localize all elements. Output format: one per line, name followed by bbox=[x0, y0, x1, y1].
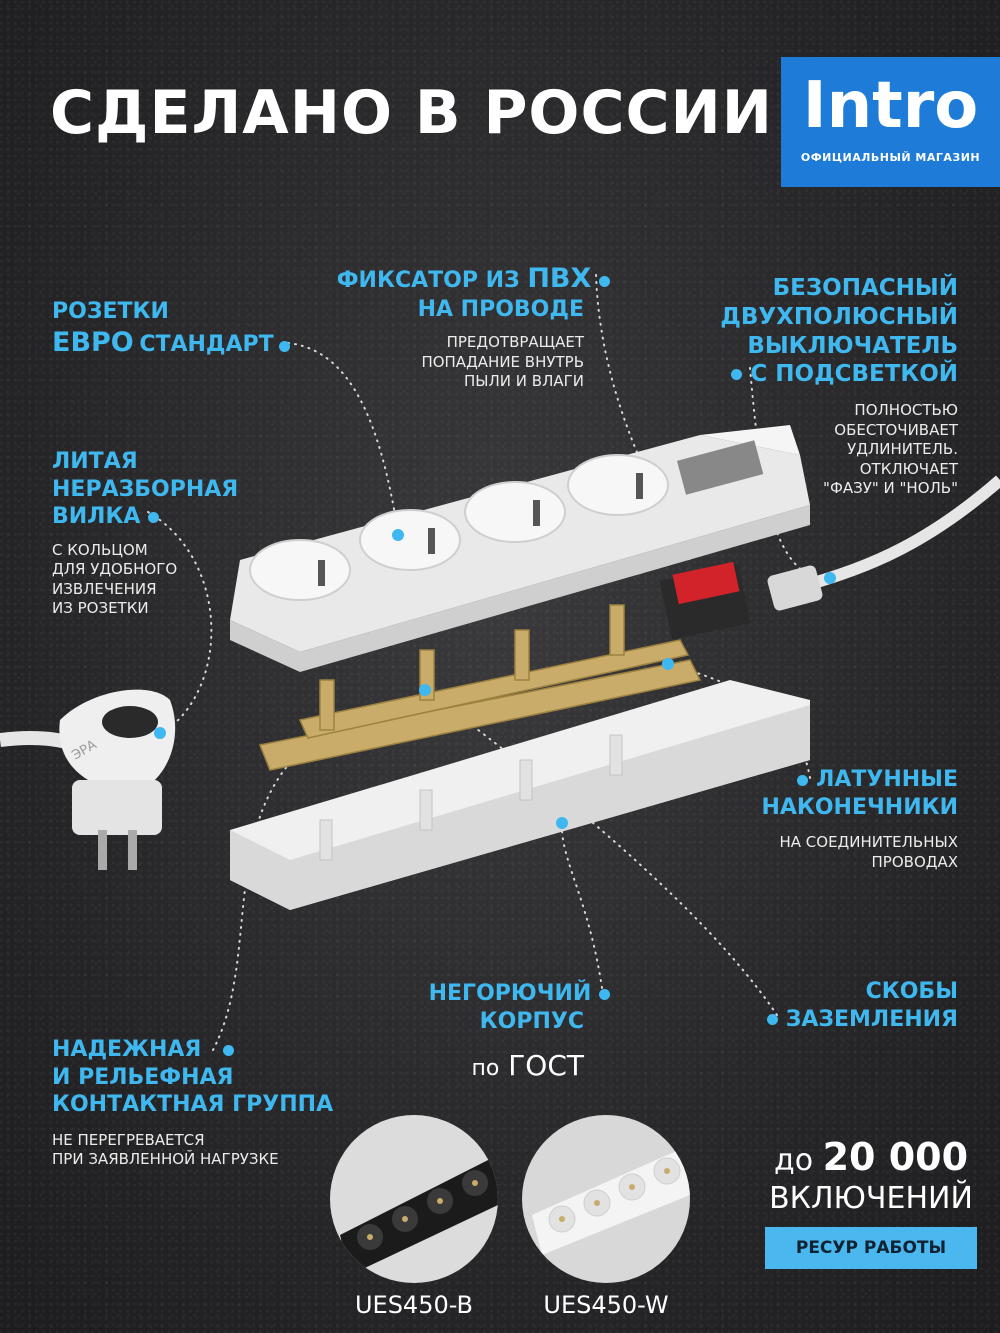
clamp-line1: ФИКСАТОР ИЗ bbox=[336, 268, 520, 293]
feature-fireproof-body bbox=[380, 980, 610, 1082]
clamp-line2: НА ПРОВОДЕ bbox=[417, 296, 584, 322]
marker-dot-icon bbox=[767, 1014, 778, 1025]
variant-white-label: UES450-W bbox=[543, 1291, 669, 1319]
clamp-desc-3: ПЫЛИ И ВЛАГИ bbox=[464, 372, 584, 391]
contacts-line2: И РЕЛЬЕФНАЯ bbox=[52, 1064, 234, 1090]
marker-dot-icon bbox=[599, 989, 610, 1000]
variant-black-label: UES450-B bbox=[354, 1291, 474, 1319]
marker-dot-icon bbox=[797, 775, 808, 786]
feature-grounding bbox=[760, 978, 958, 1033]
brand-subtitle: ОФИЦИАЛЬНЫЙ МАГАЗИН bbox=[800, 151, 981, 164]
plug-line1: ЛИТАЯ bbox=[52, 449, 138, 474]
marker-dot-icon bbox=[599, 276, 610, 287]
plug-desc-2: ДЛЯ УДОБНОГО bbox=[52, 560, 178, 578]
marker-dot-icon bbox=[223, 1045, 234, 1056]
resource-badge: РЕСУР РАБОТЫ bbox=[765, 1227, 977, 1269]
euro-line1: РОЗЕТКИ bbox=[52, 299, 169, 324]
headline: СДЕЛАНО В РОССИИ bbox=[50, 78, 773, 148]
brass-desc-2: ПРОВОДАХ bbox=[871, 852, 958, 871]
ground-line2: ЗАЗЕМЛЕНИЯ bbox=[785, 1006, 958, 1032]
switch-line4: С ПОДСВЕТКОЙ bbox=[750, 361, 958, 388]
feature-switch bbox=[700, 274, 958, 499]
plug-desc-4: ИЗ РОЗЕТКИ bbox=[52, 599, 149, 617]
lifetime-block bbox=[760, 1135, 982, 1217]
switch-desc-3: УДЛИНИТЕЛЬ. bbox=[847, 440, 958, 458]
plug-desc-1: С КОЛЬЦОМ bbox=[52, 540, 148, 559]
plug-line3: ВИЛКА bbox=[52, 504, 141, 529]
feature-plug bbox=[52, 448, 238, 619]
lifetime-count: 20 000 bbox=[822, 1135, 969, 1179]
euro-line2: СТАНДАРТ bbox=[139, 331, 274, 357]
contacts-line1: НАДЕЖНАЯ bbox=[52, 1037, 202, 1062]
plug-brand-marking: ЭРА bbox=[69, 737, 100, 764]
switch-line1: БЕЗОПАСНЫЙ bbox=[772, 275, 958, 301]
brass-desc-1: НА СОЕДИНИТЕЛЬНЫХ bbox=[779, 833, 958, 851]
variant-black-image bbox=[330, 1115, 498, 1283]
switch-illustration bbox=[660, 562, 751, 640]
feature-contact-group bbox=[52, 1036, 333, 1170]
switch-desc-4: ОТКЛЮЧАЕТ bbox=[859, 459, 958, 478]
lifetime-suffix: ВКЛЮЧЕНИЙ bbox=[769, 1180, 973, 1216]
switch-desc-5: "ФАЗУ" И "НОЛЬ" bbox=[823, 479, 958, 497]
switch-line3: ВЫКЛЮЧАТЕЛЬ bbox=[747, 332, 958, 359]
marker-dot-icon bbox=[279, 341, 290, 352]
brass-line2: НАКОНЕЧНИКИ bbox=[761, 794, 958, 820]
switch-desc-1: ПОЛНОСТЬЮ bbox=[854, 401, 958, 419]
feature-euro-sockets bbox=[52, 298, 290, 359]
body-line2: КОРПУС bbox=[479, 1008, 584, 1034]
switch-desc-2: ОБЕСТОЧИВАЕТ bbox=[834, 420, 958, 439]
marker-dot-icon bbox=[731, 369, 742, 380]
contacts-desc-1: НЕ ПЕРЕГРЕВАЕТСЯ bbox=[52, 1130, 205, 1149]
plug-line2: НЕРАЗБОРНАЯ bbox=[52, 476, 239, 502]
body-line1: НЕГОРЮЧИЙ bbox=[428, 981, 592, 1006]
ground-line1: СКОБЫ bbox=[865, 979, 958, 1004]
marker-dot-icon bbox=[148, 512, 159, 523]
feature-brass-tips bbox=[740, 766, 958, 872]
contacts-line3: КОНТАКТНАЯ ГРУППА bbox=[52, 1092, 334, 1117]
brass-line1: ЛАТУННЫЕ bbox=[816, 767, 958, 792]
euro-highlight: ЕВРО bbox=[52, 326, 134, 358]
feature-pvc-clamp bbox=[330, 262, 610, 392]
switch-line2: ДВУХПОЛЮСНЫЙ bbox=[720, 303, 958, 330]
clamp-desc-1: ПРЕДОТВРАЩАЕТ bbox=[446, 333, 584, 352]
gost-label: ГОСТ bbox=[508, 1049, 584, 1082]
plug-desc-3: ИЗВЛЕЧЕНИЯ bbox=[52, 579, 157, 598]
variant-white-image bbox=[522, 1115, 690, 1283]
plug-illustration bbox=[59, 690, 175, 870]
contacts-desc-2: ПРИ ЗАЯВЛЕННОЙ НАГРУЗКЕ bbox=[52, 1150, 279, 1168]
brand-name: Intro bbox=[802, 69, 979, 143]
variant-white[interactable] bbox=[522, 1115, 690, 1319]
clamp-desc-2: ПОПАДАНИЕ ВНУТРЬ bbox=[421, 352, 584, 371]
clamp-highlight: ПВХ bbox=[527, 263, 592, 294]
gost-prefix: по bbox=[471, 1056, 500, 1081]
variant-black[interactable] bbox=[330, 1115, 498, 1319]
lifetime-prefix: до bbox=[773, 1143, 814, 1178]
